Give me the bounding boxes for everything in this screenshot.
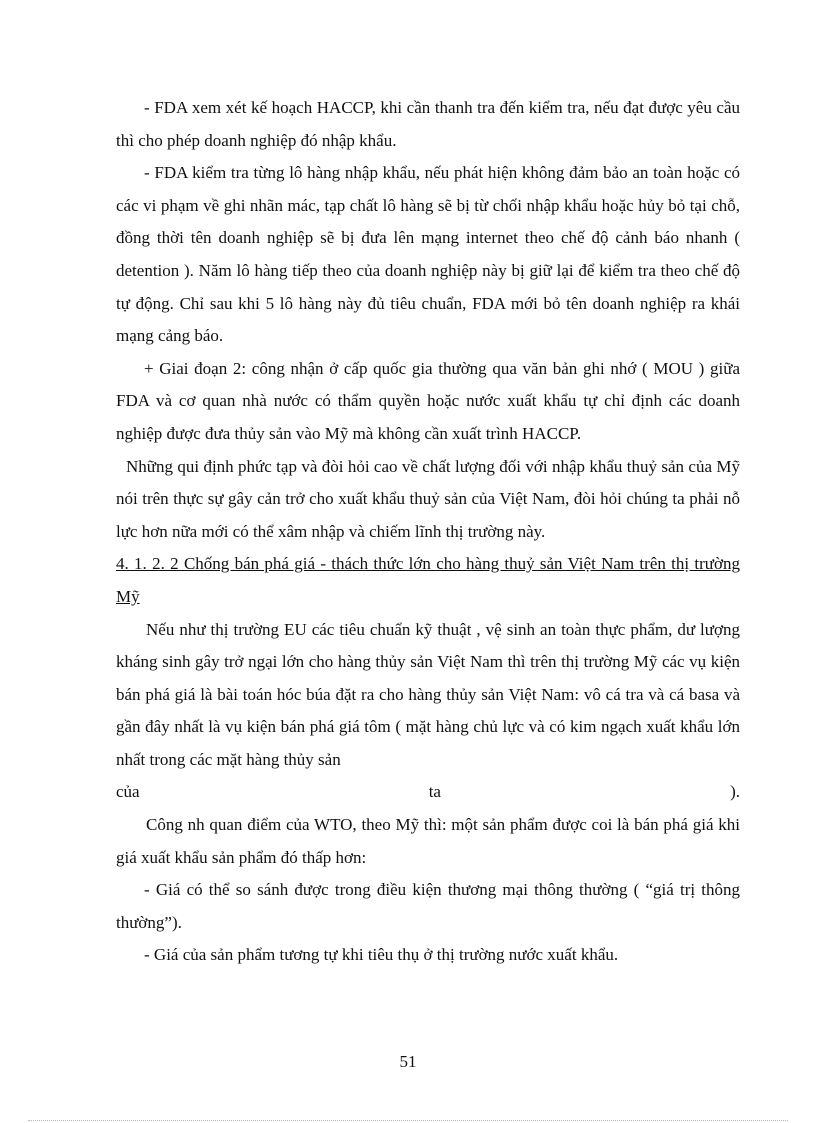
wto-definition-paragraph: Công nh quan điểm của WTO, theo Mỹ thì: một sản phẩm được coi là bán phá giá khi giá xuất khẩu sản phẩm đó thấp hơn: (116, 815, 740, 867)
tail-word-2: ta (428, 782, 441, 802)
regulations-summary-paragraph: Những qui định phức tạp và đòi hỏi cao về chất lượng đối với nhập khẩu thuỷ sản của Mỹ nói trên thực sự gây cản trở cho xuất khẩu thuỷ sản của Việt Nam, đòi hỏi chúng ta phải nỗ lực hơn nữa mới có thể xâm nhập và chiếm lĩnh thị trường này. (116, 456, 740, 541)
phase-2-paragraph: + Giai đoạn 2: công nhận ở cấp quốc gia thường qua văn bản ghi nhớ ( MOU ) giữa FDA và cơ quan nhà nước có thẩm quyền hoặc nước xuất khẩu tự chỉ định các doanh nghiệp được đưa thủy sản vào Mỹ mà không cần xuất trình HACCP. (116, 358, 740, 443)
bullet-export-market-price: - Giá của sản phẩm tương tự khi tiêu thụ ở thị trường nước xuất khẩu. (144, 945, 619, 965)
eu-paragraph-tail-line (116, 776, 740, 809)
tail-word-3: ). (730, 782, 740, 802)
fda-haccp-paragraph: - FDA xem xét kế hoạch HACCP, khi cần thanh tra đến kiểm tra, nếu đạt được yêu cầu thì cho phép doanh nghiệp đó nhập khẩu. (116, 98, 740, 150)
fda-inspection-paragraph: - FDA kiểm tra từng lô hàng nhập khẩu, nếu phát hiện không đảm bảo an toàn hoặc có các vi phạm về ghi nhãn mác, tạp chất lô hàng sẽ bị từ chối nhập khẩu hoặc hủy bỏ tại chỗ, đồng thời tên doanh nghiệp sẽ bị đưa lên mạng internet theo chế độ cảnh báo nhanh ( detention ). Năm lô hàng tiếp theo của doanh nghiệp này bị giữ lại để kiểm tra theo chế độ tự động. Chỉ sau khi 5 lô hàng này đủ tiêu chuẩn, FDA mới bỏ tên doanh nghiệp ra khái mạng cảng báo. (116, 163, 740, 346)
tail-word-1: của (116, 782, 140, 802)
footer-divider (28, 1120, 788, 1121)
section-heading: 4. 1. 2. 2 Chống bán phá giá - thách thức lớn cho hàng thuỷ sản Việt Nam trên thị trường Mỹ (116, 554, 740, 606)
eu-market-paragraph: Nếu như thị trường EU các tiêu chuẩn kỹ thuật , vệ sinh an toàn thực phẩm, dư lượng kháng sinh gây trở ngại lớn cho hàng thủy sản Việt Nam thì trên thị trường Mỹ các vụ kiện bán phá giá là bài toán hóc búa đặt ra cho hàng thủy sản Việt Nam: vô cá tra và cá basa và gần đây nhất là vụ kiện bán phá giá tôm ( mặt hàng chủ lực và có kim ngạch xuất khẩu lớn nhất trong các mặt hàng thủy sản (116, 619, 740, 769)
document-body (116, 92, 740, 972)
bullet-normal-value: - Giá có thể so sánh được trong điều kiện thương mại thông thường ( “giá trị thông thường”). (116, 880, 740, 932)
page-number: 51 (399, 1052, 417, 1071)
